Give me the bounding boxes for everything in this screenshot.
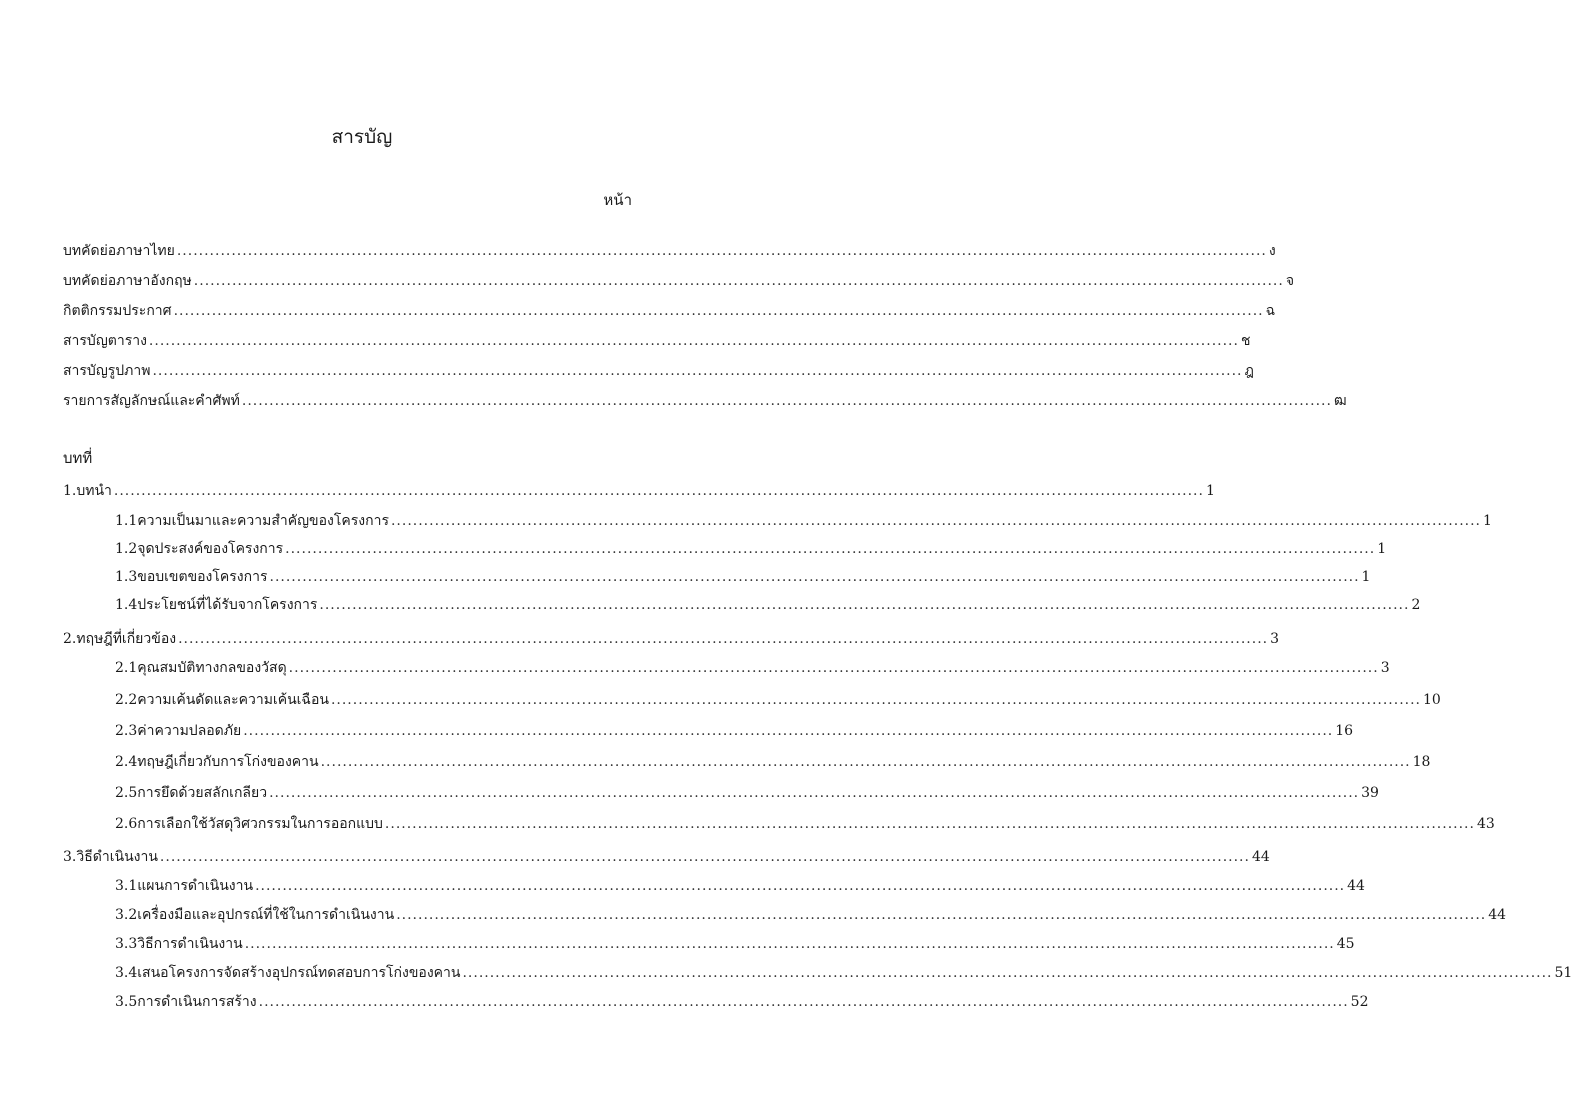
section-number: 3.5 [115, 994, 138, 1010]
section-entry [115, 904, 1507, 926]
toc-entry [63, 300, 1276, 322]
leader-dots: ........................................................................................................................................................................................................ [178, 631, 1269, 647]
section-entry [115, 991, 1369, 1013]
leader-dots: ........................................................................................................................................................................................................ [288, 660, 1379, 676]
section-entry [115, 720, 1354, 742]
section-entry [115, 538, 1387, 560]
leader-dots: ........................................................................................................................................................................................................ [244, 936, 1335, 952]
page-title: สารบัญ [331, 126, 393, 148]
section-number: 3.2 [115, 907, 138, 923]
entry-text: กิตติกรรมประกาศ [63, 303, 172, 319]
section-number: 2.4 [115, 754, 138, 770]
section-number: 3.4 [115, 965, 138, 981]
section-number: 3.3 [115, 936, 138, 952]
leader-dots: ........................................................................................................................................................................................................ [148, 333, 1239, 349]
leader-dots: ........................................................................................................................................................................................................ [113, 483, 1204, 499]
entry-page: ช [1240, 333, 1251, 349]
toc-entry [63, 390, 1347, 412]
entry-page: 1 [1205, 483, 1215, 499]
leader-dots: ........................................................................................................................................................................................................ [462, 965, 1553, 981]
entry-page: ฉ [1265, 303, 1276, 319]
section-entry [115, 689, 1441, 711]
entry-page: 44 [1488, 907, 1507, 923]
leader-dots: ........................................................................................................................................................................................................ [243, 723, 1334, 739]
leader-dots: ........................................................................................................................................................................................................ [269, 569, 1360, 585]
section-entry [115, 566, 1371, 588]
entry-text: ขอบเขตของโครงการ [137, 569, 268, 585]
entry-text: รายการสัญลักษณ์และคำศัพท์ [63, 393, 240, 409]
section-entry [115, 657, 1390, 679]
entry-page: 44 [1347, 878, 1365, 894]
entry-page: 1 [1377, 541, 1387, 557]
chapter-column-header: บทที่ [63, 449, 93, 467]
leader-dots: ........................................................................................................................................................................................................ [269, 785, 1360, 801]
entry-page: 51 [1554, 965, 1572, 981]
entry-page: 1 [1361, 569, 1371, 585]
leader-dots: ........................................................................................................................................................................................................ [330, 692, 1421, 708]
toc-entry [63, 360, 1254, 382]
entry-text: เครื่องมือและอุปกรณ์ที่ใช้ในการดำเนินงาน [137, 907, 395, 923]
section-number: 2.5 [115, 785, 138, 801]
entry-text: บทคัดย่อภาษาอังกฤษ [63, 273, 192, 289]
entry-text: สารบัญรูปภาพ [63, 363, 151, 379]
entry-text: ความเป็นมาและความสำคัญของโครงการ [137, 513, 389, 529]
toc-entry [63, 270, 1295, 292]
entry-page: จ [1285, 273, 1295, 289]
chapter-number: 3. [63, 849, 77, 865]
leader-dots: ........................................................................................................................................................................................................ [390, 513, 1482, 529]
toc-entry [63, 240, 1276, 262]
entry-page: 3 [1270, 631, 1280, 647]
entry-text: สารบัญตาราง [63, 333, 147, 349]
entry-page: ฎ [1244, 363, 1254, 379]
entry-page: 45 [1336, 936, 1355, 952]
toc-entry [63, 330, 1251, 352]
chapter-entry [63, 480, 1215, 502]
section-entry [115, 962, 1572, 984]
entry-page: 18 [1412, 754, 1431, 770]
entry-text: ประโยชน์ที่ได้รับจากโครงการ [137, 597, 318, 613]
leader-dots: ........................................................................................................................................................................................................ [258, 994, 1349, 1010]
section-entry [115, 510, 1492, 532]
entry-page: 3 [1380, 660, 1390, 676]
section-number: 1.3 [115, 569, 138, 585]
entry-page: 44 [1251, 849, 1270, 865]
entry-text: เสนอโครงการจัดสร้างอุปกรณ์ทดสอบการโก่งของคาน [137, 965, 461, 981]
entry-text: วิธีการดำเนินงาน [137, 936, 243, 952]
section-entry [115, 875, 1365, 897]
entry-text: ความเค้นดัดและความเค้นเฉือน [137, 692, 329, 708]
entry-text: การเลือกใช้วัสดุวิศวกรรมในการออกแบบ [137, 816, 383, 832]
entry-page: ง [1268, 243, 1276, 259]
section-entry [115, 933, 1355, 955]
entry-page: 39 [1361, 785, 1379, 801]
entry-text: การดำเนินการสร้าง [137, 994, 257, 1010]
leader-dots: ........................................................................................................................................................................................................ [173, 303, 1264, 319]
chapter-entry [63, 846, 1270, 868]
page-column-header: หน้า [603, 191, 632, 209]
entry-text: วิธีดำเนินงาน [76, 849, 158, 865]
section-number: 1.1 [115, 513, 138, 529]
section-number: 1.2 [115, 541, 138, 557]
entry-page: 2 [1411, 597, 1421, 613]
section-number: 2.2 [115, 692, 138, 708]
section-entry [115, 751, 1431, 773]
section-number: 2.6 [115, 816, 138, 832]
chapter-number: 1. [63, 483, 77, 499]
leader-dots: ........................................................................................................................................................................................................ [384, 816, 1475, 832]
leader-dots: ........................................................................................................................................................................................................ [152, 363, 1243, 379]
entry-text: คุณสมบัติทางกลของวัสดุ [137, 660, 287, 676]
leader-dots: ........................................................................................................................................................................................................ [396, 907, 1487, 923]
section-entry [115, 594, 1421, 616]
entry-page: 1 [1483, 513, 1492, 529]
entry-text: จุดประสงค์ของโครงการ [137, 541, 284, 557]
entry-text: การยึดด้วยสลักเกลียว [137, 785, 268, 801]
section-number: 2.1 [115, 660, 138, 676]
section-number: 1.4 [115, 597, 138, 613]
leader-dots: ........................................................................................................................................................................................................ [159, 849, 1250, 865]
leader-dots: ........................................................................................................................................................................................................ [320, 754, 1411, 770]
entry-text: ทฤษฎีเกี่ยวกับการโก่งของคาน [137, 754, 319, 770]
entry-page: 16 [1335, 723, 1354, 739]
leader-dots: ........................................................................................................................................................................................................ [319, 597, 1410, 613]
section-entry [115, 813, 1495, 835]
section-number: 3.1 [115, 878, 138, 894]
entry-page: 52 [1350, 994, 1369, 1010]
entry-text: บทคัดย่อภาษาไทย [63, 243, 175, 259]
entry-page: ฒ [1333, 393, 1347, 409]
entry-text: บทนำ [76, 483, 112, 499]
leader-dots: ........................................................................................................................................................................................................ [176, 243, 1267, 259]
entry-page: 10 [1423, 692, 1441, 708]
section-number: 2.3 [115, 723, 138, 739]
entry-text: ทฤษฎีที่เกี่ยวข้อง [76, 631, 177, 647]
section-entry [115, 782, 1379, 804]
entry-text: ค่าความปลอดภัย [137, 723, 242, 739]
chapter-entry [63, 628, 1280, 650]
entry-page: 43 [1476, 816, 1495, 832]
leader-dots: ........................................................................................................................................................................................................ [285, 541, 1376, 557]
chapter-number: 2. [63, 631, 77, 647]
leader-dots: ........................................................................................................................................................................................................ [255, 878, 1346, 894]
entry-text: แผนการดำเนินงาน [137, 878, 254, 894]
leader-dots: ........................................................................................................................................................................................................ [241, 393, 1332, 409]
leader-dots: ........................................................................................................................................................................................................ [193, 273, 1284, 289]
